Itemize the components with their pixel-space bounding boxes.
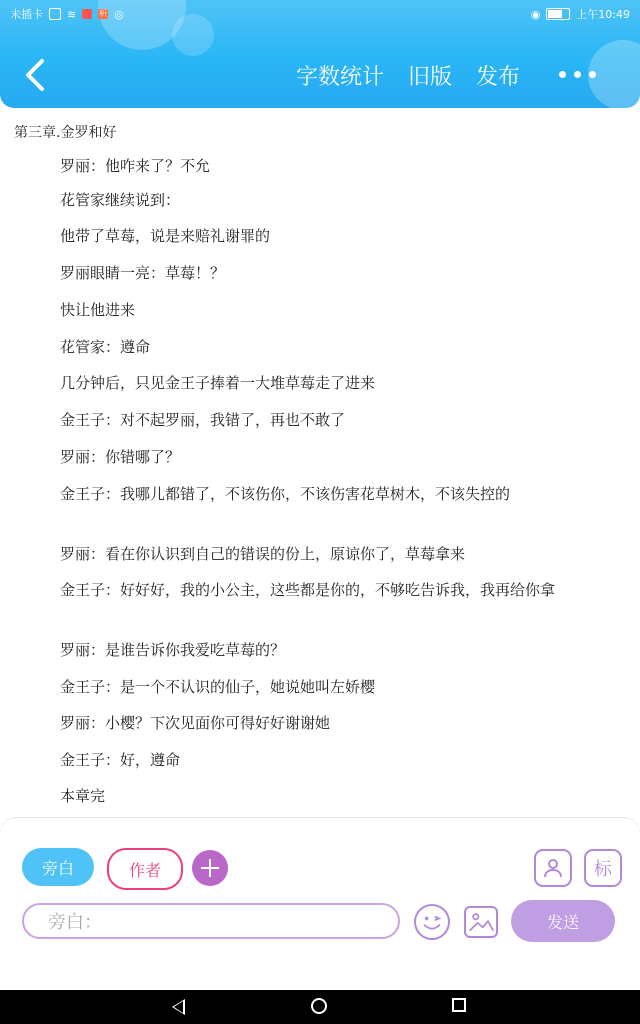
old-version-button[interactable]: 旧版 xyxy=(407,65,452,90)
paragraph-text: 金王子：对不起罗丽，我错了，再也不敢了 xyxy=(60,411,346,429)
paragraph-text: 他带了草莓，说是来赔礼谢罪的 xyxy=(60,227,271,245)
app-header xyxy=(0,0,640,108)
paragraph xyxy=(20,152,610,180)
paragraph-text: 罗丽：你错哪了？ xyxy=(60,448,181,466)
more-dot xyxy=(559,71,566,78)
paragraph xyxy=(20,259,610,287)
paragraph xyxy=(20,576,610,604)
more-dot xyxy=(574,71,581,78)
message-input[interactable] xyxy=(22,903,400,939)
paragraph-text: 金王子：是一个不认识的仙子，她说她叫左娇樱 xyxy=(60,678,376,696)
header-actions xyxy=(296,60,520,91)
paragraph xyxy=(20,222,610,250)
person-icon-glyph xyxy=(542,857,564,879)
paragraph xyxy=(20,636,610,664)
paragraph xyxy=(20,673,610,701)
paragraph xyxy=(20,333,610,361)
nav-back-icon[interactable] xyxy=(172,999,185,1015)
sync-icon: ◎ xyxy=(114,7,124,21)
paragraph-text: 罗丽眼睛一亮：草莓！？ xyxy=(60,264,226,282)
nav-recents-icon[interactable] xyxy=(452,998,466,1012)
battery-icon xyxy=(546,8,570,20)
paragraph xyxy=(20,369,610,397)
chapter-content[interactable] xyxy=(0,108,640,818)
paragraph xyxy=(20,746,610,774)
publish-button[interactable]: 发布 xyxy=(475,65,520,90)
notification-badge: 听 xyxy=(99,9,108,18)
word-count-button[interactable]: 字数统计 xyxy=(295,65,384,90)
paragraph-text: 花管家继续说到： xyxy=(60,191,181,209)
nav-home-icon[interactable] xyxy=(311,998,327,1014)
paragraph xyxy=(20,709,610,737)
paragraph-text: 几分钟后，只见金王子捧着一大堆草莓走了进来 xyxy=(60,374,376,392)
wifi-icon: ≋ xyxy=(67,7,77,21)
add-role-button[interactable] xyxy=(192,850,228,886)
paragraph xyxy=(20,406,610,434)
paragraph-text: 金王子：好，遵命 xyxy=(60,751,181,769)
paragraph-text: 罗丽：小樱？下次见面你可得好好谢谢她 xyxy=(60,714,331,732)
system-nav-bar xyxy=(0,990,640,1024)
paragraph-text: 本章完 xyxy=(60,787,106,805)
narrator-chip[interactable]: 旁白 xyxy=(22,848,94,886)
status-bar xyxy=(10,4,630,22)
sim-icon xyxy=(49,8,61,20)
image-icon[interactable] xyxy=(464,906,498,938)
paragraph-text: 花管家：遵命 xyxy=(60,338,151,356)
paragraph-text: 罗丽：看在你认识到自己的错误的份上，原谅你了，草莓拿来 xyxy=(60,545,466,563)
more-dot xyxy=(589,71,596,78)
input-placeholder: 旁白： xyxy=(48,912,102,933)
app-icon xyxy=(82,9,92,19)
send-button[interactable]: 发送 xyxy=(511,900,615,942)
paragraph-text: 金王子：我哪儿都错了，不该伤你，不该伤害花草树木，不该失控的 xyxy=(60,485,511,503)
back-arrow-icon[interactable] xyxy=(22,58,48,92)
chapter-title: 第三章.金罗和好 xyxy=(14,125,117,141)
composer-panel xyxy=(0,818,640,990)
paragraph-text: 快让他进来 xyxy=(60,301,136,319)
paragraph xyxy=(20,782,610,810)
mark-button[interactable]: 标 xyxy=(584,849,622,887)
clock-text: 上午10:49 xyxy=(576,8,630,21)
paragraph xyxy=(20,296,610,324)
more-menu-icon[interactable] xyxy=(559,71,596,78)
paragraph-text: 罗丽：是谁告诉你我爱吃草莓的？ xyxy=(60,641,286,659)
paragraph xyxy=(20,540,610,568)
paragraph xyxy=(20,480,610,508)
person-icon[interactable] xyxy=(534,849,572,887)
paragraph-text: 金王子：好好好，我的小公主，这些都是你的，不够吃告诉我，我再给你拿 xyxy=(60,581,556,599)
eye-icon: ◉ xyxy=(530,7,541,21)
paragraph xyxy=(20,186,610,214)
sim-status-text: 未插卡 xyxy=(10,8,43,21)
paragraph-text: 罗丽：他咋来了？不允 xyxy=(60,157,211,175)
author-chip[interactable]: 作者 xyxy=(107,848,183,890)
paragraph xyxy=(20,443,610,471)
emoji-icon[interactable] xyxy=(414,904,450,940)
